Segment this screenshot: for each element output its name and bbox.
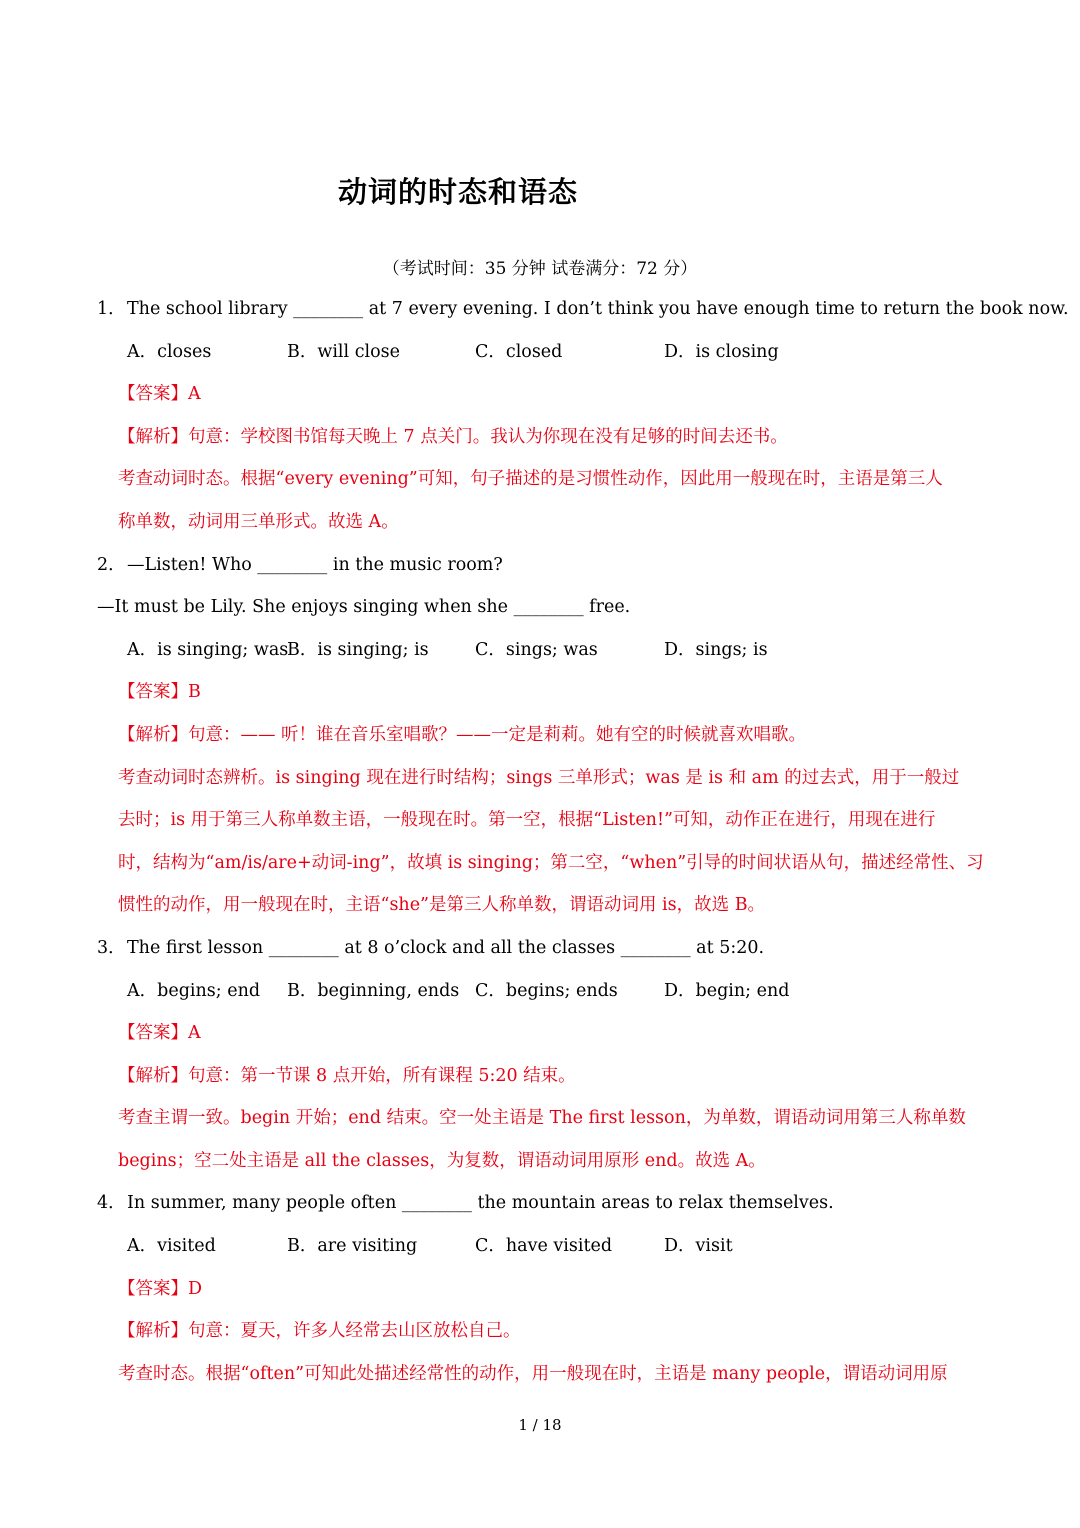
analysis-explanation: 考查主谓一致。begin 开始；end 结束。空一处主语是 The first lesson，为单数，谓语动词用第三人称单数 (118, 1108, 966, 1129)
question-stem (97, 930, 997, 973)
option-d: D．sings; is (664, 639, 768, 660)
exam-info: （考试时间：35 分钟 试卷满分：72 分） (382, 259, 698, 279)
option-b: B．will close (287, 341, 400, 362)
question-block (97, 291, 1069, 547)
answer-line: 【答案】D (118, 1278, 203, 1299)
question-stem (97, 547, 997, 590)
question-block (97, 930, 997, 1186)
question-number: 3． (97, 937, 126, 958)
answer-line: 【答案】B (118, 682, 201, 703)
analysis-line: 【解析】句意：夏天，许多人经常去山区放松自己。 (118, 1321, 521, 1342)
option-d: D．begin; end (664, 980, 790, 1001)
analysis-line: 【解析】句意：学校图书馆每天晚上 7 点关门。我认为你现在没有足够的时间去还书。 (118, 426, 788, 447)
analysis-explanation: 时，结构为“am/is/are+动词-ing”，故填 is singing；第二空，“when”引导的时间状语从句，描述经常性、习 (118, 852, 984, 873)
analysis-explanation: 去时；is 用于第三人称单数主语，一般现在时。第一空，根据“Listen!”可知，动作正在进行，用现在进行 (118, 810, 936, 831)
analysis-explanation: begins；空二处主语是 all the classes，为复数，谓语动词用原形 end。故选 A。 (118, 1150, 766, 1171)
option-a: A．is singing; was (127, 639, 289, 660)
option-b: B．is singing; is (287, 639, 429, 660)
page-title: 动词的时态和语态 (337, 175, 578, 209)
option-a: A．begins; end (127, 980, 261, 1001)
option-d: D．visit (664, 1236, 733, 1257)
analysis-explanation: 惯性的动作，用一般现在时，主语“she”是第三人称单数，谓语动词用 is，故选 B。 (118, 895, 766, 916)
option-b: B．beginning, ends (287, 980, 460, 1001)
option-a: A．closes (127, 341, 212, 362)
analysis-line: 【解析】句意：—— 听！谁在音乐室唱歌？——一定是莉莉。她有空的时候就喜欢唱歌。 (118, 724, 807, 745)
option-c: C．have visited (475, 1236, 613, 1257)
question-text: —Listen! Who ________ in the music room? (127, 554, 503, 575)
page-number: 1 / 18 (518, 1416, 562, 1434)
option-d: D．is closing (664, 341, 779, 362)
question-block (97, 547, 997, 930)
question-text: In summer, many people often ________ the mountain areas to relax themselves. (127, 1193, 834, 1214)
option-b: B．are visiting (287, 1236, 418, 1257)
options-row (97, 632, 997, 675)
question-block (97, 1185, 997, 1398)
question-text: The first lesson ________ at 8 o’clock and all the classes ________ at 5:20. (127, 937, 765, 958)
analysis-explanation: 考查动词时态。根据“every evening”可知，句子描述的是习惯性动作，因此用一般现在时，主语是第三人 (118, 469, 943, 490)
answer-line: 【答案】A (118, 384, 201, 405)
options-row (97, 973, 997, 1016)
option-c: C．closed (475, 341, 563, 362)
options-row (97, 334, 997, 377)
answer-line: 【答案】A (118, 1023, 201, 1044)
question-stem (97, 1185, 997, 1228)
question-list (97, 291, 1069, 1398)
analysis-explanation: 称单数，动词用三单形式。故选 A。 (118, 511, 399, 532)
option-a: A．visited (127, 1236, 216, 1257)
options-row (97, 1228, 997, 1271)
option-c: C．begins; ends (475, 980, 618, 1001)
analysis-explanation: 考查时态。根据“often”可知此处描述经常性的动作，用一般现在时，主语是 many people，谓语动词用原 (118, 1363, 948, 1384)
analysis-line: 【解析】句意：第一节课 8 点开始，所有课程 5:20 结束。 (118, 1065, 576, 1086)
question-text: The school library ________ at 7 every evening. I don’t think you have enough time to return the book now. (127, 299, 1069, 319)
analysis-explanation: 考查动词时态辨析。is singing 现在进行时结构；sings 三单形式；was 是 is 和 am 的过去式，用于一般过 (118, 767, 960, 788)
question-number: 4． (97, 1193, 126, 1214)
question-text: —It must be Lily. She enjoys singing when she ________ free. (97, 597, 631, 618)
question-stem-continued (97, 589, 997, 632)
option-c: C．sings; was (475, 639, 598, 660)
question-stem (97, 291, 1069, 334)
question-number: 1． (97, 299, 126, 319)
question-number: 2． (97, 554, 126, 575)
